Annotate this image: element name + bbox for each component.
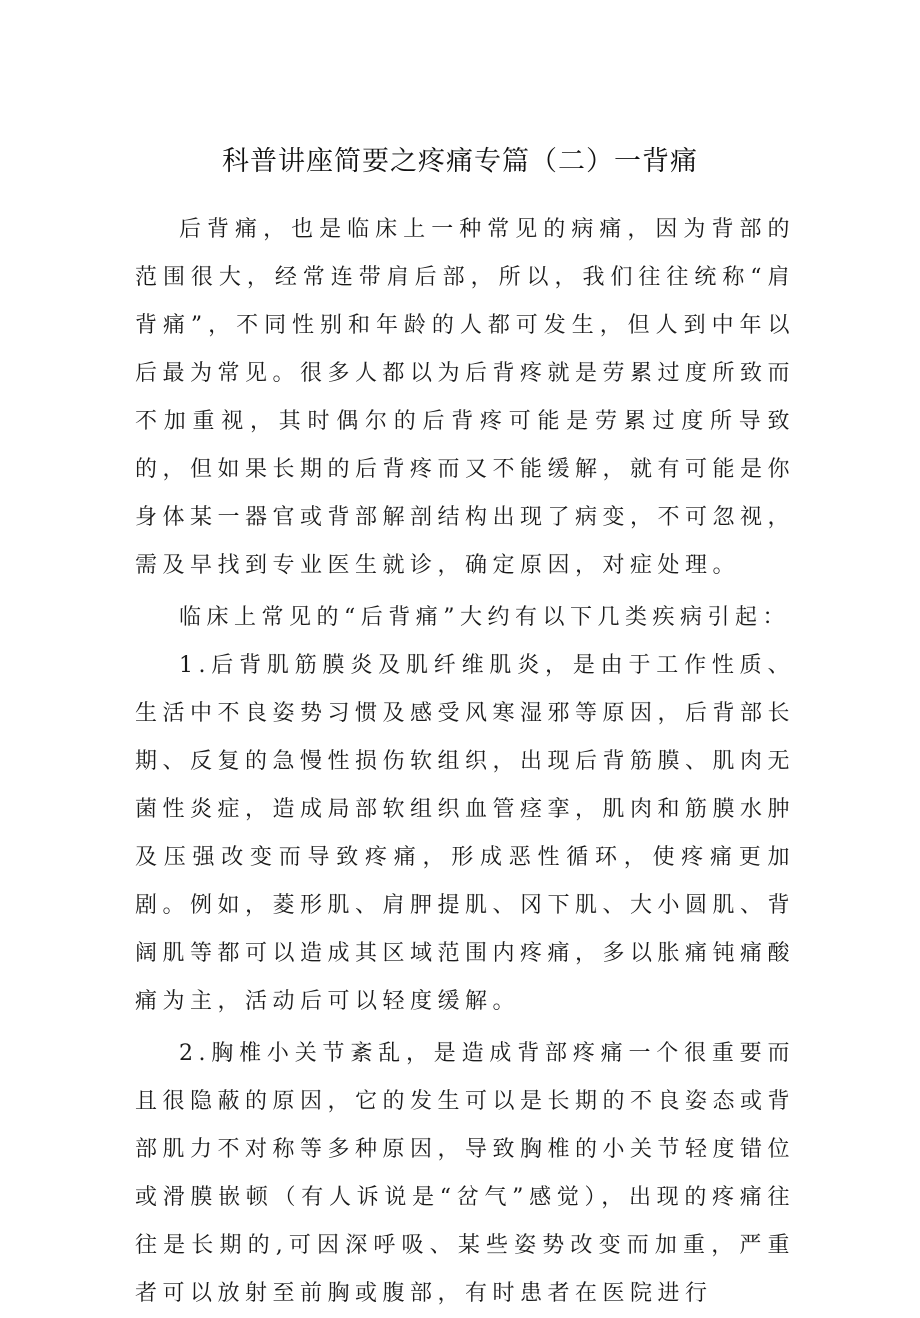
paragraph-item-1: 1.后背肌筋膜炎及肌纤维肌炎，是由于工作性质、生活中不良姿势习惯及感受风寒湿邪等原因，后背部长期、反复的急慢性损伤软组织，出现后背筋膜、肌肉无菌性炎症，造成局部软组织血管痉挛，肌肉和筋膜水肿及压强改变而导致疼痛，形成恶性循环，使疼痛更加剧。例如，菱形肌、肩胛提肌、冈下肌、大小圆肌、背阔肌等都可以造成其区域范围内疼痛，多以胀痛钝痛酸痛为主，活动后可以轻度缓解。 [135, 653, 796, 1014]
paragraph-item-2: 2.胸椎小关节紊乱，是造成背部疼痛一个很重要而且很隐蔽的原因，它的发生可以是长期的不良姿态或背部肌力不对称等多种原因，导致胸椎的小关节轻度错位或滑膜嵌顿（有人诉说是“岔气”感觉），出现的疼痛往往是长期的,可因深呼吸、某些姿势改变而加重，严重者可以放射至前胸或腹部，有时患者在医院进行 [135, 1041, 796, 1306]
document-title: 科普讲座简要之疼痛专篇（二）一背痛 [222, 146, 698, 177]
paragraph-causes-heading: 临床上常见的“后背痛”大约有以下几类疾病引起： [179, 605, 790, 630]
paragraph-intro: 后背痛，也是临床上一种常见的病痛，因为背部的范围很大，经常连带肩后部，所以，我们往往统称“肩背痛”，不同性别和年龄的人都可发生，但人到中年以后最为常见。很多人都以为后背疼就是劳累过度所致而不加重视，其时偶尔的后背疼可能是劳累过度所导致的，但如果长期的后背疼而又不能缓解，就有可能是你身体某一器官或背部解剖结构出现了病变，不可忽视，需及早找到专业医生就诊，确定原因，对症处理。 [135, 217, 796, 578]
document-body [135, 206, 795, 1318]
